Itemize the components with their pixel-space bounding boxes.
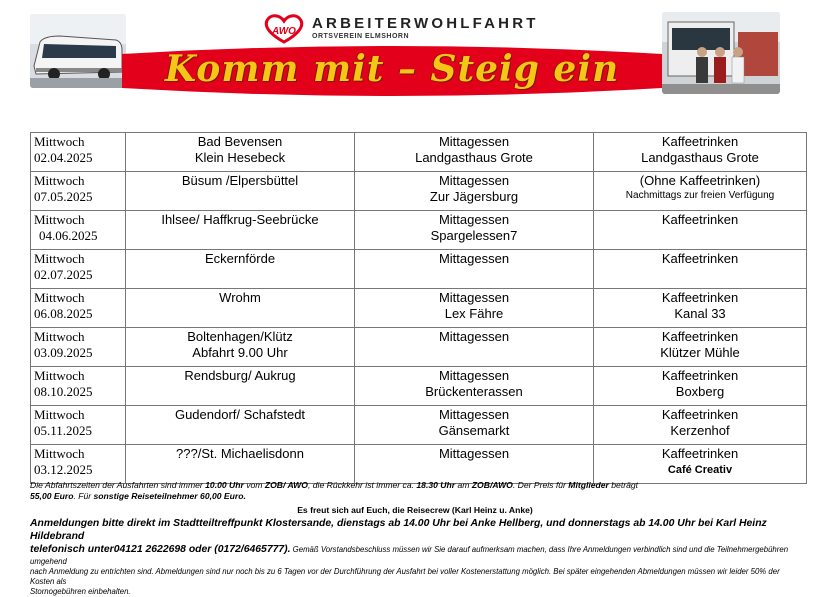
trip-destination: Boltenhagen/Klütz [187, 329, 293, 344]
trip-lunch-cell [355, 172, 594, 211]
trip-lunch-cell [355, 367, 594, 406]
trip-date-cell [31, 367, 126, 406]
trip-coffee-venue: Nachmittags zur freien Verfügung [625, 190, 775, 201]
trip-weekday: Mittwoch [34, 368, 85, 383]
trip-coffee: (Ohne Kaffeetrinken) [639, 173, 761, 188]
trip-date: 03.12.2025 [34, 462, 93, 477]
crew-greeting: Es freut sich auf Euch, die Reisecrew (Karl Heinz u. Anke) [297, 505, 533, 515]
trip-coffee-cell [594, 250, 807, 289]
trip-destination-cell [126, 406, 355, 445]
trip-coffee-cell [594, 172, 807, 211]
trip-date-cell [31, 250, 126, 289]
trip-weekday: Mittwoch [34, 446, 85, 461]
trip-coffee-venue: Kanal 33 [674, 306, 726, 321]
trip-coffee-cell [594, 328, 807, 367]
cancellation-fee: Stornogebühren einbehalten. [30, 587, 131, 596]
trip-coffee-venue: Landgasthaus Grote [641, 150, 759, 165]
trip-coffee: Kaffeetrinken [661, 329, 739, 344]
trip-lunch-venue: Brückenterassen [425, 384, 523, 399]
phone-and-terms: telefonisch unter04121 2622698 oder (0172/6465777). Gemäß Vorstandsbeschluss müssen wir Sie darauf aufmerksam machen, dass Ihre Anmeldungen verbindlich sind und die Teilnehmergebühren umgehend [30, 544, 789, 566]
trip-destination-cell [126, 367, 355, 406]
trip-schedule-table [30, 132, 807, 484]
trip-lunch: Mittagessen [438, 446, 510, 461]
trip-lunch-venue: Spargelessen7 [430, 228, 518, 243]
trip-date-cell [31, 211, 126, 250]
trip-coffee-venue: Boxberg [675, 384, 725, 399]
trip-date-cell [31, 328, 126, 367]
trip-coffee: Kaffeetrinken [661, 407, 739, 422]
trip-row [31, 250, 807, 289]
trip-row [31, 211, 807, 250]
trip-coffee-cell [594, 211, 807, 250]
flyer-header [0, 0, 820, 128]
trip-destination: Rendsburg/ Aukrug [184, 368, 296, 383]
trip-coffee: Kaffeetrinken [661, 134, 739, 149]
trip-coffee-cell [594, 445, 807, 484]
trip-destination-cell [126, 328, 355, 367]
trip-coffee: Kaffeetrinken [661, 368, 739, 383]
trip-lunch: Mittagessen [438, 212, 510, 227]
trip-date: 05.11.2025 [34, 423, 93, 438]
trip-lunch: Mittagessen [438, 329, 510, 344]
crew-photo-right [662, 12, 780, 94]
trip-date-cell [31, 445, 126, 484]
flyer-footer [30, 480, 800, 597]
trip-destination: Wrohm [219, 290, 261, 305]
trip-weekday: Mittwoch [34, 290, 85, 305]
trip-destination-note: Abfahrt 9.00 Uhr [192, 345, 288, 360]
trip-date-cell [31, 172, 126, 211]
trip-date: 03.09.2025 [34, 345, 93, 360]
trip-lunch-cell [355, 211, 594, 250]
trip-destination-cell [126, 250, 355, 289]
trip-lunch-cell [355, 406, 594, 445]
price-info: 55,00 Euro. Für sonstige Reiseteilnehmer 60,00 Euro. [30, 491, 246, 501]
org-name: ARBEITERWOHLFAHRT [312, 15, 539, 32]
trip-row [31, 172, 807, 211]
trip-weekday: Mittwoch [34, 407, 85, 422]
trip-row [31, 289, 807, 328]
trip-lunch: Mittagessen [438, 173, 510, 188]
trip-destination: Gudendorf/ Schafstedt [174, 407, 306, 422]
org-subtitle: ORTSVEREIN ELMSHORN [312, 33, 410, 40]
trip-coffee-cell [594, 289, 807, 328]
trip-coffee: Kaffeetrinken [661, 290, 739, 305]
bus-photo-left [30, 14, 126, 88]
trip-lunch-venue: Landgasthaus Grote [415, 150, 533, 165]
trip-weekday: Mittwoch [34, 173, 85, 188]
awo-logo [262, 14, 539, 44]
trip-destination: Bad Bevensen [197, 134, 283, 149]
trip-weekday: Mittwoch [34, 212, 85, 227]
trip-coffee: Kaffeetrinken [661, 251, 739, 266]
trip-lunch-venue: Zur Jägersburg [429, 189, 519, 204]
slogan-text: Komm mit – Steig ein [164, 48, 620, 90]
trip-row [31, 328, 807, 367]
trip-coffee-venue: Café Creativ [667, 464, 733, 476]
trip-destination: Ihlsee/ Haffkrug-Seebrücke [161, 212, 319, 227]
trip-lunch-venue: Lex Fähre [444, 306, 504, 321]
trip-date: 06.08.2025 [34, 306, 93, 321]
trip-date: 02.04.2025 [34, 150, 93, 165]
trip-lunch: Mittagessen [438, 251, 510, 266]
trip-lunch: Mittagessen [438, 368, 510, 383]
trip-lunch-cell [355, 289, 594, 328]
trip-lunch-cell [355, 445, 594, 484]
trip-weekday: Mittwoch [34, 329, 85, 344]
awo-logo-text: AWO [272, 26, 296, 37]
trip-weekday: Mittwoch [34, 134, 85, 149]
trip-destination: Eckernförde [204, 251, 276, 266]
slogan-banner [122, 44, 662, 98]
trip-lunch-cell [355, 250, 594, 289]
trip-coffee-cell [594, 367, 807, 406]
trip-destination-cell [126, 133, 355, 172]
trip-destination-cell [126, 172, 355, 211]
trip-destination-cell [126, 211, 355, 250]
trip-destination-note: Klein Hesebeck [194, 150, 286, 165]
trip-row [31, 367, 807, 406]
trip-date-cell [31, 133, 126, 172]
trip-date: 07.05.2025 [34, 189, 93, 204]
registration-info: Anmeldungen bitte direkt im Stadtteiltreffpunkt Klostersande, dienstags ab 14.00 Uhr bei Anke Hellberg, und donnerstags ab 14.00 Uhr bei Karl Heinz Hildebrand [30, 518, 767, 542]
trip-coffee: Kaffeetrinken [661, 446, 739, 461]
cancellation-terms: nach Anmeldung zu entrichten sind. Abmeldungen sind nur noch bis zu 6 Tagen vor der Durchführung der Ausfahrt bei voller Kostenerstattung möglich. Bei später eingehenden Abmeldungen müssen wir leider 50% der Kosten als [30, 567, 780, 586]
trip-lunch: Mittagessen [438, 290, 510, 305]
trip-destination-cell [126, 445, 355, 484]
trip-row [31, 445, 807, 484]
trip-lunch: Mittagessen [438, 134, 510, 149]
trip-row [31, 406, 807, 445]
trip-lunch: Mittagessen [438, 407, 510, 422]
trip-coffee-cell [594, 406, 807, 445]
trip-coffee: Kaffeetrinken [661, 212, 739, 227]
departure-info: Die Abfahrtszeiten der Ausfahrten sind immer 10.00 Uhr vom ZOB/ AWO, die Rückkehr ist immer ca. 18.30 Uhr am ZOB/AWO. Der Preis für Mitglieder beträgt [30, 480, 639, 490]
trip-row [31, 133, 807, 172]
trip-date: 08.10.2025 [34, 384, 93, 399]
trip-coffee-cell [594, 133, 807, 172]
trip-date-cell [31, 406, 126, 445]
awo-heart-icon [262, 14, 306, 44]
trip-lunch-venue: Gänsemarkt [438, 423, 510, 438]
trip-coffee-venue: Kerzenhof [670, 423, 730, 438]
trip-destination-cell [126, 289, 355, 328]
trip-date: 02.07.2025 [34, 267, 93, 282]
trip-destination: Büsum /Elpersbüttel [181, 173, 299, 188]
trip-weekday: Mittwoch [34, 251, 85, 266]
trip-lunch-cell [355, 328, 594, 367]
trip-coffee-venue: Klützer Mühle [660, 345, 740, 360]
trip-lunch-cell [355, 133, 594, 172]
trip-destination: ???/St. Michaelisdonn [176, 446, 304, 461]
trip-date-cell [31, 289, 126, 328]
trip-date: 04.06.2025 [39, 228, 98, 243]
